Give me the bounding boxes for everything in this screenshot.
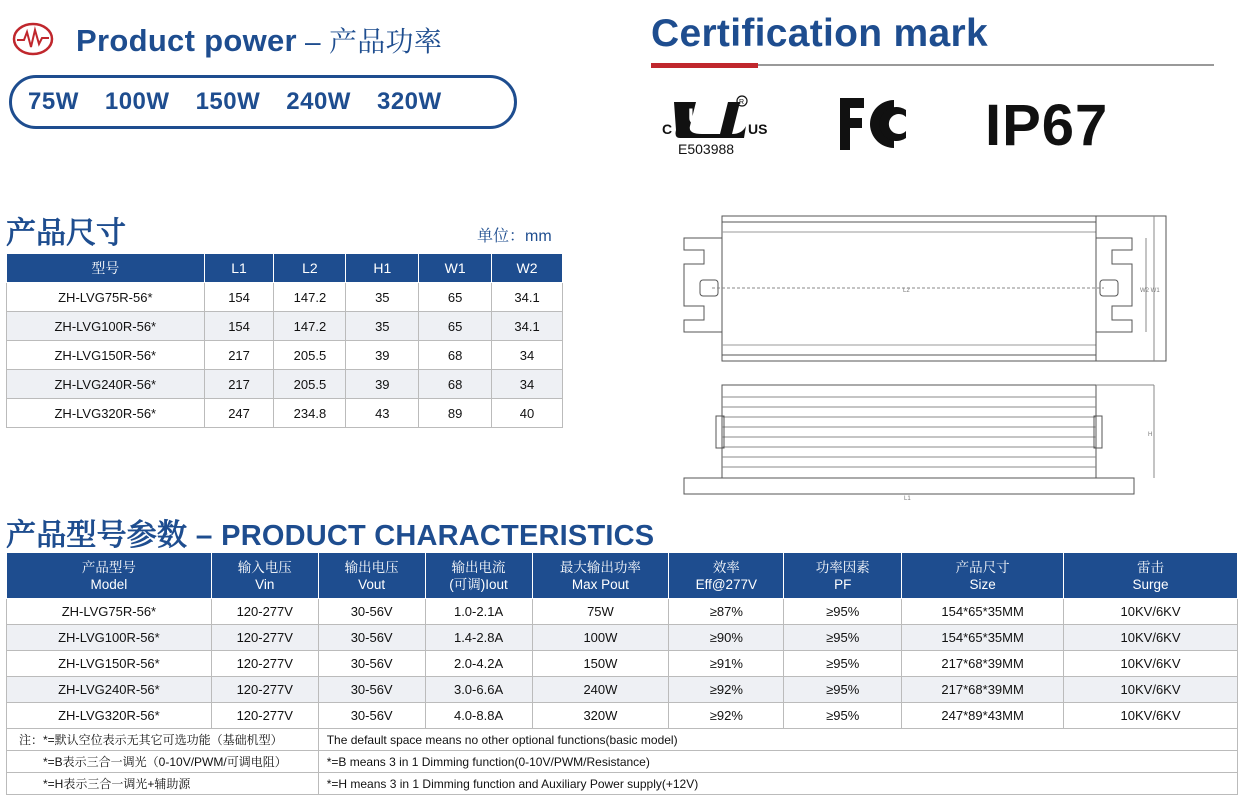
table-cell: ZH-LVG320R-56* — [7, 399, 205, 428]
table-cell: 2.0-4.2A — [425, 651, 532, 677]
power-option: 240W — [286, 88, 351, 115]
dimensions-table — [6, 253, 563, 428]
table-cell: 247 — [204, 399, 274, 428]
note-row — [7, 773, 1238, 795]
table-row — [7, 399, 563, 428]
svg-text:UL: UL — [688, 104, 718, 129]
power-option: 150W — [195, 88, 261, 115]
table-cell: ≥90% — [669, 625, 784, 651]
characteristics-table — [6, 552, 1238, 795]
table-cell: 120-277V — [211, 625, 318, 651]
column-header: W1 — [419, 254, 492, 283]
table-cell: 1.4-2.8A — [425, 625, 532, 651]
note-cn: 注：*=默认空位表示无其它可选功能（基础机型） — [7, 729, 319, 751]
table-cell: ≥95% — [784, 703, 902, 729]
table-cell: ≥92% — [669, 677, 784, 703]
table-cell: 10KV/6KV — [1064, 677, 1238, 703]
table-row — [7, 370, 563, 399]
characteristics-title-en: PRODUCT CHARACTERISTICS — [221, 520, 655, 552]
table-cell: 34.1 — [492, 312, 563, 341]
note-row — [7, 729, 1238, 751]
dimension-drawing — [676, 208, 1170, 502]
table-cell: 120-277V — [211, 599, 318, 625]
note-cn: *=B表示三合一调光（0-10V/PWM/可调电阻） — [7, 751, 319, 773]
table-cell: 247*89*43MM — [902, 703, 1064, 729]
table-cell: 10KV/6KV — [1064, 703, 1238, 729]
power-options — [9, 75, 517, 129]
table-row — [7, 312, 563, 341]
power-waveform-icon — [12, 22, 54, 56]
table-cell: 65 — [419, 283, 492, 312]
table-cell: ZH-LVG100R-56* — [7, 625, 212, 651]
note-en: The default space means no other optional functions(basic model) — [318, 729, 1237, 751]
table-cell: 34 — [492, 370, 563, 399]
accent-divider — [651, 63, 758, 68]
table-cell: ZH-LVG150R-56* — [7, 341, 205, 370]
table-row — [7, 651, 1238, 677]
table-cell: 205.5 — [274, 341, 346, 370]
power-option: 75W — [28, 88, 79, 115]
certification-title: Certification mark — [651, 12, 988, 55]
ul-file-number: E503988 — [678, 141, 735, 157]
table-cell: 234.8 — [274, 399, 346, 428]
column-header: 输入电压 Vin — [211, 553, 318, 599]
svg-text:US: US — [748, 121, 768, 137]
table-cell: ≥95% — [784, 599, 902, 625]
dimensions-title: 产品尺寸 — [6, 217, 126, 250]
table-cell: ≥95% — [784, 625, 902, 651]
table-cell: 217*68*39MM — [902, 651, 1064, 677]
table-cell: 3.0-6.6A — [425, 677, 532, 703]
svg-text:R: R — [739, 99, 745, 106]
table-cell: 120-277V — [211, 651, 318, 677]
column-header: 功率因素 PF — [784, 553, 902, 599]
table-cell: 39 — [346, 370, 419, 399]
table-cell: ZH-LVG100R-56* — [7, 312, 205, 341]
table-cell: 147.2 — [274, 283, 346, 312]
table-cell: 154*65*35MM — [902, 625, 1064, 651]
table-cell: ZH-LVG150R-56* — [7, 651, 212, 677]
table-cell: ZH-LVG75R-56* — [7, 599, 212, 625]
column-header: 型号 — [7, 254, 205, 283]
table-row — [7, 625, 1238, 651]
column-header: 产品尺寸 Size — [902, 553, 1064, 599]
table-cell: 154 — [204, 283, 274, 312]
note-cn: *=H表示三合一调光+辅助源 — [7, 773, 319, 795]
table-cell: ≥92% — [669, 703, 784, 729]
table-header-row — [7, 254, 563, 283]
table-cell: 10KV/6KV — [1064, 651, 1238, 677]
column-header: 输出电流 (可调)Iout — [425, 553, 532, 599]
table-cell: 30-56V — [318, 625, 425, 651]
column-header: L2 — [274, 254, 346, 283]
table-cell: 68 — [419, 341, 492, 370]
table-cell: 217 — [204, 370, 274, 399]
column-header: W2 — [492, 254, 563, 283]
note-en: *=B means 3 in 1 Dimming function(0-10V/PWM/Resistance) — [318, 751, 1237, 773]
power-option: 100W — [104, 88, 170, 115]
table-cell: 30-56V — [318, 677, 425, 703]
column-header: 输出电压 Vout — [318, 553, 425, 599]
table-cell: ≥95% — [784, 677, 902, 703]
ul-certification-logo — [662, 92, 772, 158]
table-row — [7, 341, 563, 370]
table-cell: 43 — [346, 399, 419, 428]
table-cell: ZH-LVG75R-56* — [7, 283, 205, 312]
note-en: *=H means 3 in 1 Dimming function and Auxiliary Power supply(+12V) — [318, 773, 1237, 795]
drawing-label-l1: L1 — [904, 496, 911, 502]
table-cell: 120-277V — [211, 703, 318, 729]
table-cell: 154 — [204, 312, 274, 341]
table-row — [7, 677, 1238, 703]
unit-label: 单位：mm — [477, 228, 552, 245]
product-power-title: Product power – 产品功率 — [76, 23, 443, 58]
table-cell: 75W — [532, 599, 669, 625]
table-cell: 150W — [532, 651, 669, 677]
drawing-label-w: W2 W1 — [1140, 288, 1160, 294]
table-cell: 30-56V — [318, 599, 425, 625]
table-cell: 205.5 — [274, 370, 346, 399]
table-cell: 30-56V — [318, 651, 425, 677]
table-cell: ZH-LVG240R-56* — [7, 370, 205, 399]
table-cell: 1.0-2.1A — [425, 599, 532, 625]
column-header: 效率 Eff@277V — [669, 553, 784, 599]
table-cell: 147.2 — [274, 312, 346, 341]
svg-text:C: C — [662, 121, 673, 137]
table-cell: 40 — [492, 399, 563, 428]
table-row — [7, 599, 1238, 625]
table-cell: 30-56V — [318, 703, 425, 729]
table-cell: 68 — [419, 370, 492, 399]
table-cell: 217*68*39MM — [902, 677, 1064, 703]
product-power-subtitle: – 产品功率 — [296, 26, 443, 57]
table-cell: 89 — [419, 399, 492, 428]
fcc-logo — [838, 96, 922, 152]
table-cell: 10KV/6KV — [1064, 599, 1238, 625]
table-cell: 100W — [532, 625, 669, 651]
table-cell: 35 — [346, 283, 419, 312]
column-header: L1 — [204, 254, 274, 283]
table-cell: 120-277V — [211, 677, 318, 703]
ip-rating: IP67 — [985, 93, 1109, 158]
column-header: 产品型号 Model — [7, 553, 212, 599]
power-option: 320W — [376, 88, 442, 115]
table-cell: 39 — [346, 341, 419, 370]
table-cell: ≥91% — [669, 651, 784, 677]
note-row — [7, 751, 1238, 773]
table-cell: 320W — [532, 703, 669, 729]
table-cell: 35 — [346, 312, 419, 341]
table-cell: 240W — [532, 677, 669, 703]
table-cell: 4.0-8.8A — [425, 703, 532, 729]
table-cell: 34.1 — [492, 283, 563, 312]
table-cell: 10KV/6KV — [1064, 625, 1238, 651]
column-header: 雷击 Surge — [1064, 553, 1238, 599]
table-cell: 34 — [492, 341, 563, 370]
table-cell: ≥87% — [669, 599, 784, 625]
drawing-label-l2: L2 — [903, 288, 910, 294]
column-header: 最大输出功率 Max Pout — [532, 553, 669, 599]
table-cell: ZH-LVG240R-56* — [7, 677, 212, 703]
table-cell: ≥95% — [784, 651, 902, 677]
table-cell: 154*65*35MM — [902, 599, 1064, 625]
table-row — [7, 703, 1238, 729]
characteristics-title: 产品型号参数 – PRODUCT CHARACTERISTICS — [6, 519, 655, 552]
table-header-row — [7, 553, 1238, 599]
table-cell: 217 — [204, 341, 274, 370]
table-row — [7, 283, 563, 312]
table-cell: 65 — [419, 312, 492, 341]
drawing-label-h: H — [1148, 432, 1153, 438]
column-header: H1 — [346, 254, 419, 283]
table-cell: ZH-LVG320R-56* — [7, 703, 212, 729]
